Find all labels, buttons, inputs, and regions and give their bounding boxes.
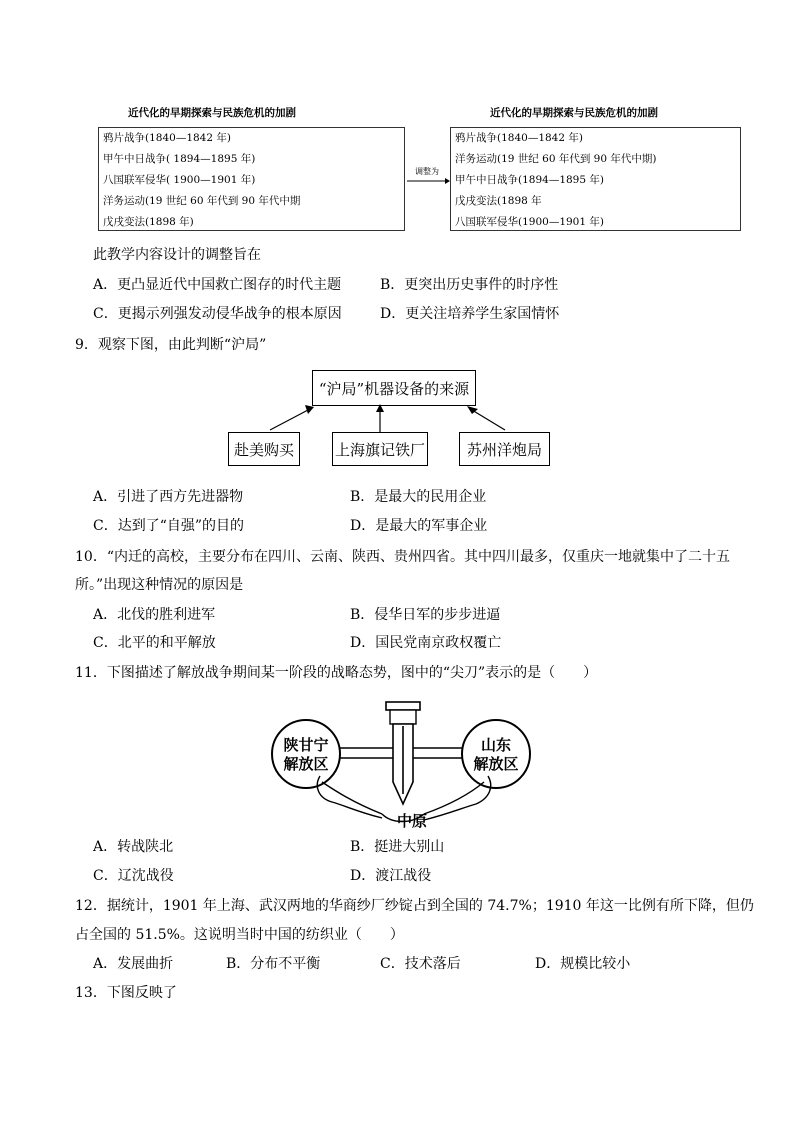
left-item-3: 八国联军侵华( 1900—1901 年) xyxy=(103,174,256,186)
q8-stem: 此教学内容设计的调整旨在 xyxy=(93,247,261,263)
q10-option-b[interactable]: B．侵华日军的步步进逼 xyxy=(350,607,501,623)
left-event-list xyxy=(98,127,405,231)
right-item-3: 甲午中日战争(1894—1895 年) xyxy=(455,174,604,186)
q8-option-d[interactable]: D．更关注培养学生家国情怀 xyxy=(380,306,560,322)
q12-option-c[interactable]: C．技术落后 xyxy=(380,956,461,972)
left-item-1: 鸦片战争(1840—1842 年) xyxy=(103,132,231,144)
q11-option-b[interactable]: B．挺进大别山 xyxy=(350,839,445,855)
left-item-4: 洋务运动(19 世纪 60 年代到 90 年代中期 xyxy=(103,195,301,207)
q10-stem-line1: 10．“内迁的高校，主要分布在四川、云南、陕西、贵州四省。其中四川最多，仅重庆一地就集中了二十五 xyxy=(75,549,730,565)
q9-option-a[interactable]: A．引进了西方先进器物 xyxy=(93,489,244,505)
source-box-suzhou: 苏州洋炮局 xyxy=(459,432,550,466)
source-title-box: “沪局”机器设备的来源 xyxy=(312,370,476,406)
left-region-label xyxy=(268,736,344,774)
right-item-4: 戊戌变法(1898 年 xyxy=(455,195,542,207)
q8-option-b[interactable]: B．更突出历史事件的时序性 xyxy=(380,277,559,293)
right-item-5: 八国联军侵华(1900—1901 年) xyxy=(455,216,604,228)
right-region-line2: 解放区 xyxy=(473,755,519,773)
dagger-icon xyxy=(386,702,420,804)
q12-stem-line2: 占全国的 51.5%。这说明当时中国的纺织业（ ） xyxy=(75,927,404,943)
q12-option-b[interactable]: B．分布不平衡 xyxy=(226,956,321,972)
q8-option-a[interactable]: A．更凸显近代中国救亡图存的时代主题 xyxy=(93,277,342,293)
q9-option-c[interactable]: C．达到了“自强”的目的 xyxy=(93,518,245,534)
left-item-5: 戊戌变法(1898 年) xyxy=(103,216,194,228)
q9-stem: 9．观察下图，由此判断“沪局” xyxy=(75,337,267,353)
q8-option-c[interactable]: C．更揭示列强发动侵华战争的根本原因 xyxy=(93,306,342,322)
left-region-line1: 陕甘宁 xyxy=(283,736,329,754)
arrow-label: 调整为 xyxy=(415,167,439,176)
q10-option-d[interactable]: D．国民党南京政权覆亡 xyxy=(350,635,502,651)
q12-stem-line1: 12．据统计，1901 年上海、武汉两地的华商纱厂纱锭占到全国的 74.7%；1910 年这一比例有所下降，但仍 xyxy=(75,898,754,914)
q11-option-d[interactable]: D．渡江战役 xyxy=(350,868,432,884)
central-plains-label: 中原 xyxy=(396,812,427,830)
q10-stem-line2: 所。”出现这种情况的原因是 xyxy=(75,577,244,593)
source-box-shanghai: 上海旗记铁厂 xyxy=(332,432,428,466)
right-event-list xyxy=(450,127,741,231)
q12-option-d[interactable]: D．规模比较小 xyxy=(535,956,631,972)
left-table-title: 近代化的早期探索与民族危机的加剧 xyxy=(128,107,296,119)
right-item-1: 鸦片战争(1840—1842 年) xyxy=(455,132,583,144)
q10-option-a[interactable]: A．北伐的胜利进军 xyxy=(93,607,216,623)
q13-stem: 13．下图反映了 xyxy=(75,985,177,1001)
q9-option-d[interactable]: D．是最大的军事企业 xyxy=(350,518,488,534)
source-box-usa: 赴美购买 xyxy=(228,432,300,466)
q11-option-a[interactable]: A．转战陕北 xyxy=(93,839,174,855)
q9-option-b[interactable]: B．是最大的民用企业 xyxy=(350,489,487,505)
left-region-line2: 解放区 xyxy=(283,755,329,773)
q12-option-a[interactable]: A．发展曲折 xyxy=(93,956,174,972)
right-region-line1: 山东 xyxy=(480,736,511,754)
flow-arrows xyxy=(250,400,550,436)
q11-option-c[interactable]: C．辽沈战役 xyxy=(93,868,174,884)
right-region-label xyxy=(458,736,534,774)
left-item-2: 甲午中日战争( 1894—1895 年) xyxy=(103,153,256,165)
right-table-title: 近代化的早期探索与民族危机的加剧 xyxy=(490,107,658,119)
q11-stem: 11．下图描述了解放战争期间某一阶段的战略态势，图中的“尖刀”表示的是（ ） xyxy=(75,665,598,681)
q10-option-c[interactable]: C．北平的和平解放 xyxy=(93,635,216,651)
right-arrow-icon xyxy=(405,176,451,186)
right-item-2: 洋务运动(19 世纪 60 年代到 90 年代中期) xyxy=(455,153,657,165)
